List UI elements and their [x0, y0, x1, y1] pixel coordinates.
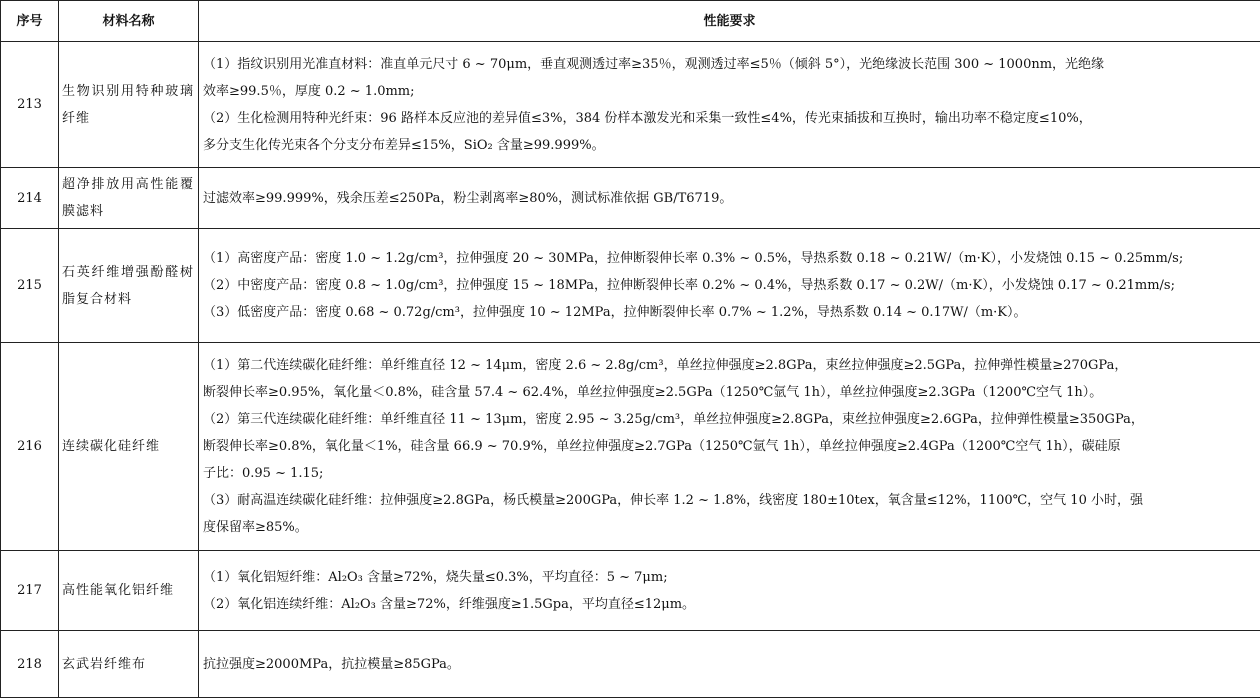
table-body — [1, 42, 1260, 698]
table-row — [1, 343, 1260, 551]
table-row — [1, 42, 1260, 168]
requirement-line: 多分支生化传光束各个分支分布差异≤15%，SiO₂ 含量≥99.999%。 — [203, 132, 1258, 159]
performance-requirements — [199, 551, 1260, 631]
requirement-line: （2）氧化铝连续纤维：Al₂O₃ 含量≥72%，纤维强度≥1.5Gpa，平均直径≤12μm。 — [203, 591, 1258, 618]
row-number: 215 — [1, 229, 59, 343]
header-performance-requirements: 性能要求 — [199, 1, 1260, 42]
requirement-line: （1）指纹识别用光准直材料：准直单元尺寸 6 ~ 70μm，垂直观测透过率≥35％，观测透过率≤5％（倾斜 5°），光绝缘波长范围 300 ~ 1000nm，光绝缘 — [203, 51, 1258, 78]
requirement-line: 断裂伸长率≥0.95%，氧化量＜0.8%，硅含量 57.4 ~ 62.4%，单丝拉伸强度≥2.5GPa（1250℃氩气 1h），单丝拉伸强度≥2.3GPa（1200℃空气 1h）。 — [203, 379, 1258, 406]
requirement-line: （1）高密度产品：密度 1.0 ~ 1.2g/cm³，拉伸强度 20 ~ 30MPa，拉伸断裂伸长率 0.3% ~ 0.5%，导热系数 0.18 ~ 0.21W/（m·K），小发烧蚀 0.15 ~ 0.25mm/s; — [203, 245, 1258, 272]
table-row — [1, 631, 1260, 698]
material-name: 生物识别用特种玻璃纤维 — [59, 42, 199, 168]
requirement-line: 效率≥99.5％，厚度 0.2 ~ 1.0mm; — [203, 78, 1258, 105]
material-name: 连续碳化硅纤维 — [59, 343, 199, 551]
row-number: 214 — [1, 168, 59, 229]
requirement-line: 断裂伸长率≥0.8%，氧化量＜1%，硅含量 66.9 ~ 70.9%，单丝拉伸强度≥2.7GPa（1250℃氩气 1h），单丝拉伸强度≥2.4GPa（1200℃空气 1h），碳硅原 — [203, 433, 1258, 460]
requirement-line: （1）第二代连续碳化硅纤维：单纤维直径 12 ~ 14μm，密度 2.6 ~ 2.8g/cm³，单丝拉伸强度≥2.8GPa，束丝拉伸强度≥2.5GPa，拉伸弹性模量≥270GPa， — [203, 352, 1258, 379]
requirement-line: 子比：0.95 ~ 1.15; — [203, 460, 1258, 487]
requirement-line: 过滤效率≥99.999%，残余压差≤250Pa，粉尘剥离率≥80%，测试标准依据 GB/T6719。 — [203, 185, 1258, 212]
performance-requirements — [199, 229, 1260, 343]
table-row — [1, 168, 1260, 229]
performance-requirements — [199, 168, 1260, 229]
table-row — [1, 229, 1260, 343]
header-material-name: 材料名称 — [59, 1, 199, 42]
requirement-line: （3）低密度产品：密度 0.68 ~ 0.72g/cm³，拉伸强度 10 ~ 12MPa，拉伸断裂伸长率 0.7% ~ 1.2%，导热系数 0.14 ~ 0.17W/（m·K）。 — [203, 299, 1258, 326]
requirement-line: （2）生化检测用特种光纤束：96 路样本反应池的差异值≤3%，384 份样本激发光和采集一致性≤4%，传光束插拔和互换时，输出功率不稳定度≤10%， — [203, 105, 1258, 132]
header-row — [1, 1, 1260, 42]
row-number: 213 — [1, 42, 59, 168]
requirement-line: （2）第三代连续碳化硅纤维：单纤维直径 11 ~ 13μm，密度 2.95 ~ 3.25g/cm³，单丝拉伸强度≥2.8GPa，束丝拉伸强度≥2.6GPa，拉伸弹性模量≥350GPa， — [203, 406, 1258, 433]
material-name: 超净排放用高性能覆膜滤料 — [59, 168, 199, 229]
performance-requirements — [199, 631, 1260, 698]
performance-requirements — [199, 42, 1260, 168]
requirement-line: 度保留率≥85%。 — [203, 514, 1258, 541]
material-name: 高性能氧化铝纤维 — [59, 551, 199, 631]
row-number: 217 — [1, 551, 59, 631]
requirement-line: （2）中密度产品：密度 0.8 ~ 1.0g/cm³，拉伸强度 15 ~ 18MPa，拉伸断裂伸长率 0.2% ~ 0.4%，导热系数 0.17 ~ 0.2W/（m·K），小发烧蚀 0.17 ~ 0.21mm/s; — [203, 272, 1258, 299]
row-number: 218 — [1, 631, 59, 698]
performance-requirements — [199, 343, 1260, 551]
material-name: 石英纤维增强酚醛树脂复合材料 — [59, 229, 199, 343]
material-name: 玄武岩纤维布 — [59, 631, 199, 698]
requirement-line: 抗拉强度≥2000MPa，抗拉模量≥85GPa。 — [203, 651, 1258, 678]
row-number: 216 — [1, 343, 59, 551]
table-row — [1, 551, 1260, 631]
requirement-line: （3）耐高温连续碳化硅纤维：拉伸强度≥2.8GPa，杨氏模量≥200GPa，伸长率 1.2 ~ 1.8%，线密度 180±10tex，氧含量≤12%，1100℃，空气 10 小时，强 — [203, 487, 1258, 514]
requirement-line: （1）氧化铝短纤维：Al₂O₃ 含量≥72%，烧失量≤0.3%，平均直径：5 ~ 7μm; — [203, 564, 1258, 591]
header-no: 序号 — [1, 1, 59, 42]
